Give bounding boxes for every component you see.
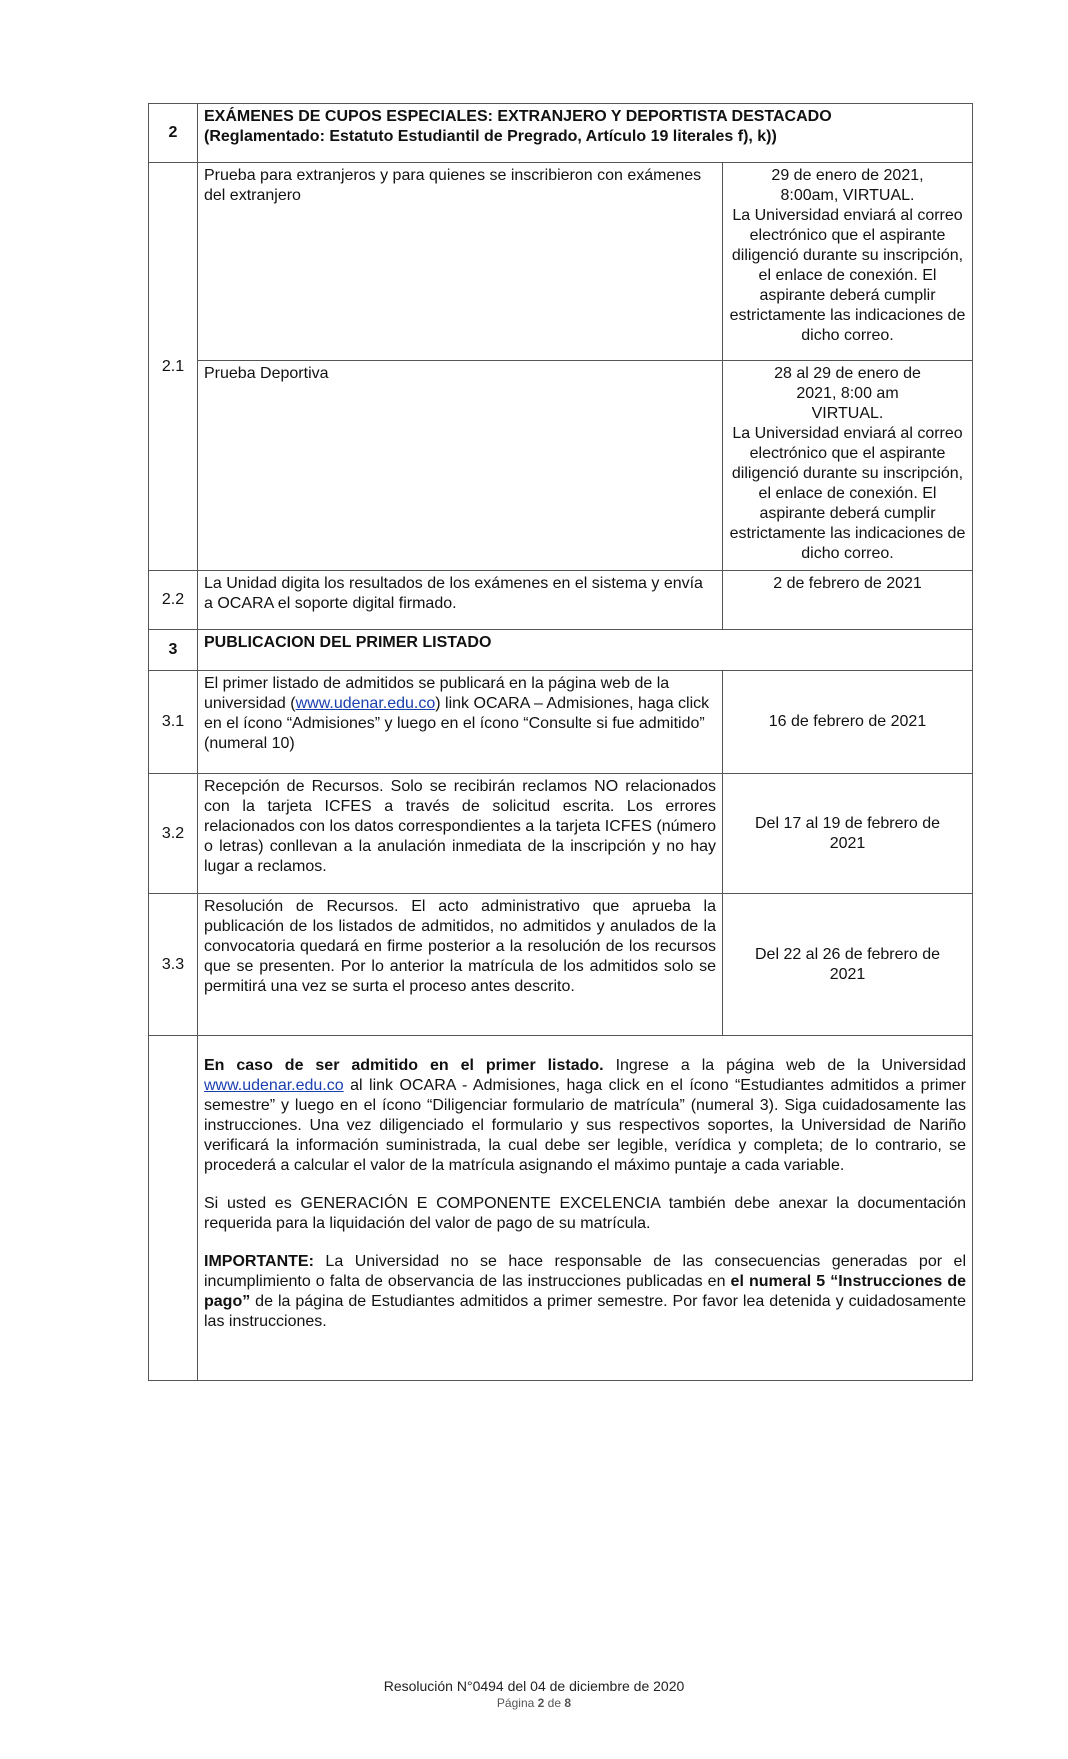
notice-p3-a: La Universidad no se hace responsable de las consecuencias generadas por el incumplimiento o falta de observancia de las instrucciones publicadas en	[204, 1253, 966, 1290]
row-2-1b-date-text: 28 al 29 de enero de 2021, 8:00 am VIRTUAL.	[774, 365, 921, 422]
notice-p3-bold2: el numeral 5 “Instrucciones de pago”	[204, 1273, 967, 1310]
row-3-1-date: 16 de febrero de 2021	[723, 671, 973, 774]
footer-page-word: Página	[496, 1696, 535, 1710]
row-2-2	[149, 571, 973, 630]
row-2-1-foreign-test	[149, 163, 973, 361]
row-3-3	[149, 894, 973, 1036]
notice-cell	[198, 1036, 973, 1381]
notice-paragraph-2: Si usted es GENERACIÓN E COMPONENTE EXCELENCIA también debe anexar la documentación requerida para la liquidación del valor de pago de su matrícula.	[204, 1195, 966, 1232]
row-2-2-number: 2.2	[149, 571, 198, 630]
notice-p1-b: al link OCARA - Admisiones, haga click en el ícono “Estudiantes admitidos a primer semestre” y luego en el ícono “Diligenciar formulario de matrícula” (numeral 3). Siga cuidadosamente las instrucciones. Una vez diligenciado el formulario y sus respectivos soportes, la Universidad de Nariño verificará la información suministrada, la cual debe ser legible, verídica y completa; de lo contrario, se procederá a calcular el valor de la matrícula asignando el máximo puntaje a cada variable.	[204, 1077, 966, 1174]
row-2-2-description: La Unidad digita los resultados de los exámenes en el sistema y envía a OCARA el soporte digital firmado.	[198, 571, 723, 630]
notice-number-cell	[149, 1036, 198, 1381]
section-2-title	[198, 104, 973, 163]
footer-page-number	[0, 1696, 1068, 1710]
section-2-title-line1: EXÁMENES DE CUPOS ESPECIALES: EXTRANJERO Y DEPORTISTA DESTACADO	[204, 108, 832, 125]
row-2-1a-description: Prueba para extranjeros y para quienes se inscribieron con exámenes del extranjero	[198, 163, 723, 361]
udenar-link[interactable]: www.udenar.edu.co	[295, 695, 436, 712]
row-2-2-date: 2 de febrero de 2021	[723, 571, 973, 630]
section-3-title: PUBLICACION DEL PRIMER LISTADO	[198, 630, 973, 671]
row-3-2-description: Recepción de Recursos. Solo se recibirán reclamos NO relacionados con la tarjeta ICFES a través de solicitud escrita. Los errores relacionados con los datos correspondientes a la tarjeta ICFES (número o letras) conllevan a la anulación inmediata de la inscripción y no hay lugar a reclamos.	[198, 774, 723, 894]
row-2-1b-note: La Universidad enviará al correo electrónico que el aspirante diligenció durante su inscripción, el enlace de conexión. El aspirante deberá cumplir estrictamente las indicaciones de dicho correo.	[729, 425, 966, 562]
notice-p3-bold: IMPORTANTE:	[204, 1253, 314, 1270]
row-2-1a-date-text: 29 de enero de 2021, 8:00am, VIRTUAL.	[771, 167, 924, 204]
row-3-1	[149, 671, 973, 774]
row-3-3-date	[723, 894, 973, 1036]
notice-row	[149, 1036, 973, 1381]
notice-paragraph-3	[204, 1252, 966, 1332]
row-2-1a-date	[723, 163, 973, 361]
notice-p1-bold: En caso de ser admitido en el primer listado.	[204, 1057, 604, 1074]
notice-udenar-link[interactable]: www.udenar.edu.co	[204, 1077, 344, 1094]
footer-page-of: de	[547, 1696, 562, 1710]
row-3-3-description: Resolución de Recursos. El acto administrativo que aprueba la publicación de los listados de admitidos, no admitidos y anulados de la convocatoria quedará en firme posterior a la resolución de los recursos que se presenten. Por lo anterior la matrícula de los admitidos solo se permitirá una vez se surta el proceso antes descrito.	[198, 894, 723, 1036]
row-3-3-number: 3.3	[149, 894, 198, 1036]
section-2-header-row	[149, 104, 973, 163]
row-2-1-sports-test	[149, 361, 973, 571]
row-3-2-date	[723, 774, 973, 894]
row-3-3-date-text: Del 22 al 26 de febrero de 2021	[754, 945, 940, 983]
footer-resolution: Resolución N°0494 del 04 de diciembre de 2020	[383, 1678, 685, 1694]
section-2-title-line2: (Reglamentado: Estatuto Estudiantil de Pregrado, Artículo 19 literales f), k))	[204, 128, 777, 145]
row-3-1-desc-a: El primer listado de admitidos se publicará en la página web de la universidad (	[204, 675, 670, 712]
notice-p3-b: de la página de Estudiantes admitidos a primer semestre. Por favor lea detenida y cuidadosamente las instrucciones.	[204, 1293, 966, 1330]
row-3-1-desc-b: ) link OCARA – Admisiones, haga click en el ícono “Admisiones” y luego en el ícono “Consulte si fue admitido” (numeral 10)	[204, 695, 710, 752]
row-3-1-description	[198, 671, 723, 774]
row-2-1-number: 2.1	[149, 163, 198, 571]
section-3-header-row	[149, 630, 973, 671]
row-2-1a-note: La Universidad enviará al correo electrónico que el aspirante diligenció durante su inscripción, el enlace de conexión. El aspirante deberá cumplir estrictamente las indicaciones de dicho correo.	[729, 207, 966, 344]
section-2-number: 2	[149, 104, 198, 163]
row-3-2-date-text: Del 17 al 19 de febrero de 2021	[754, 814, 940, 852]
section-3-number: 3	[149, 630, 198, 671]
notice-paragraph-1	[204, 1056, 966, 1176]
row-3-2-number: 3.2	[149, 774, 198, 894]
footer-page-current: 2	[537, 1696, 545, 1710]
row-3-2	[149, 774, 973, 894]
schedule-table	[148, 103, 973, 1381]
footer-page-total: 8	[564, 1696, 572, 1710]
notice-p1-a: Ingrese a la página web de la Universidad	[603, 1057, 966, 1074]
row-2-1b-date	[723, 361, 973, 571]
row-2-1b-description: Prueba Deportiva	[198, 361, 723, 571]
row-3-1-number: 3.1	[149, 671, 198, 774]
